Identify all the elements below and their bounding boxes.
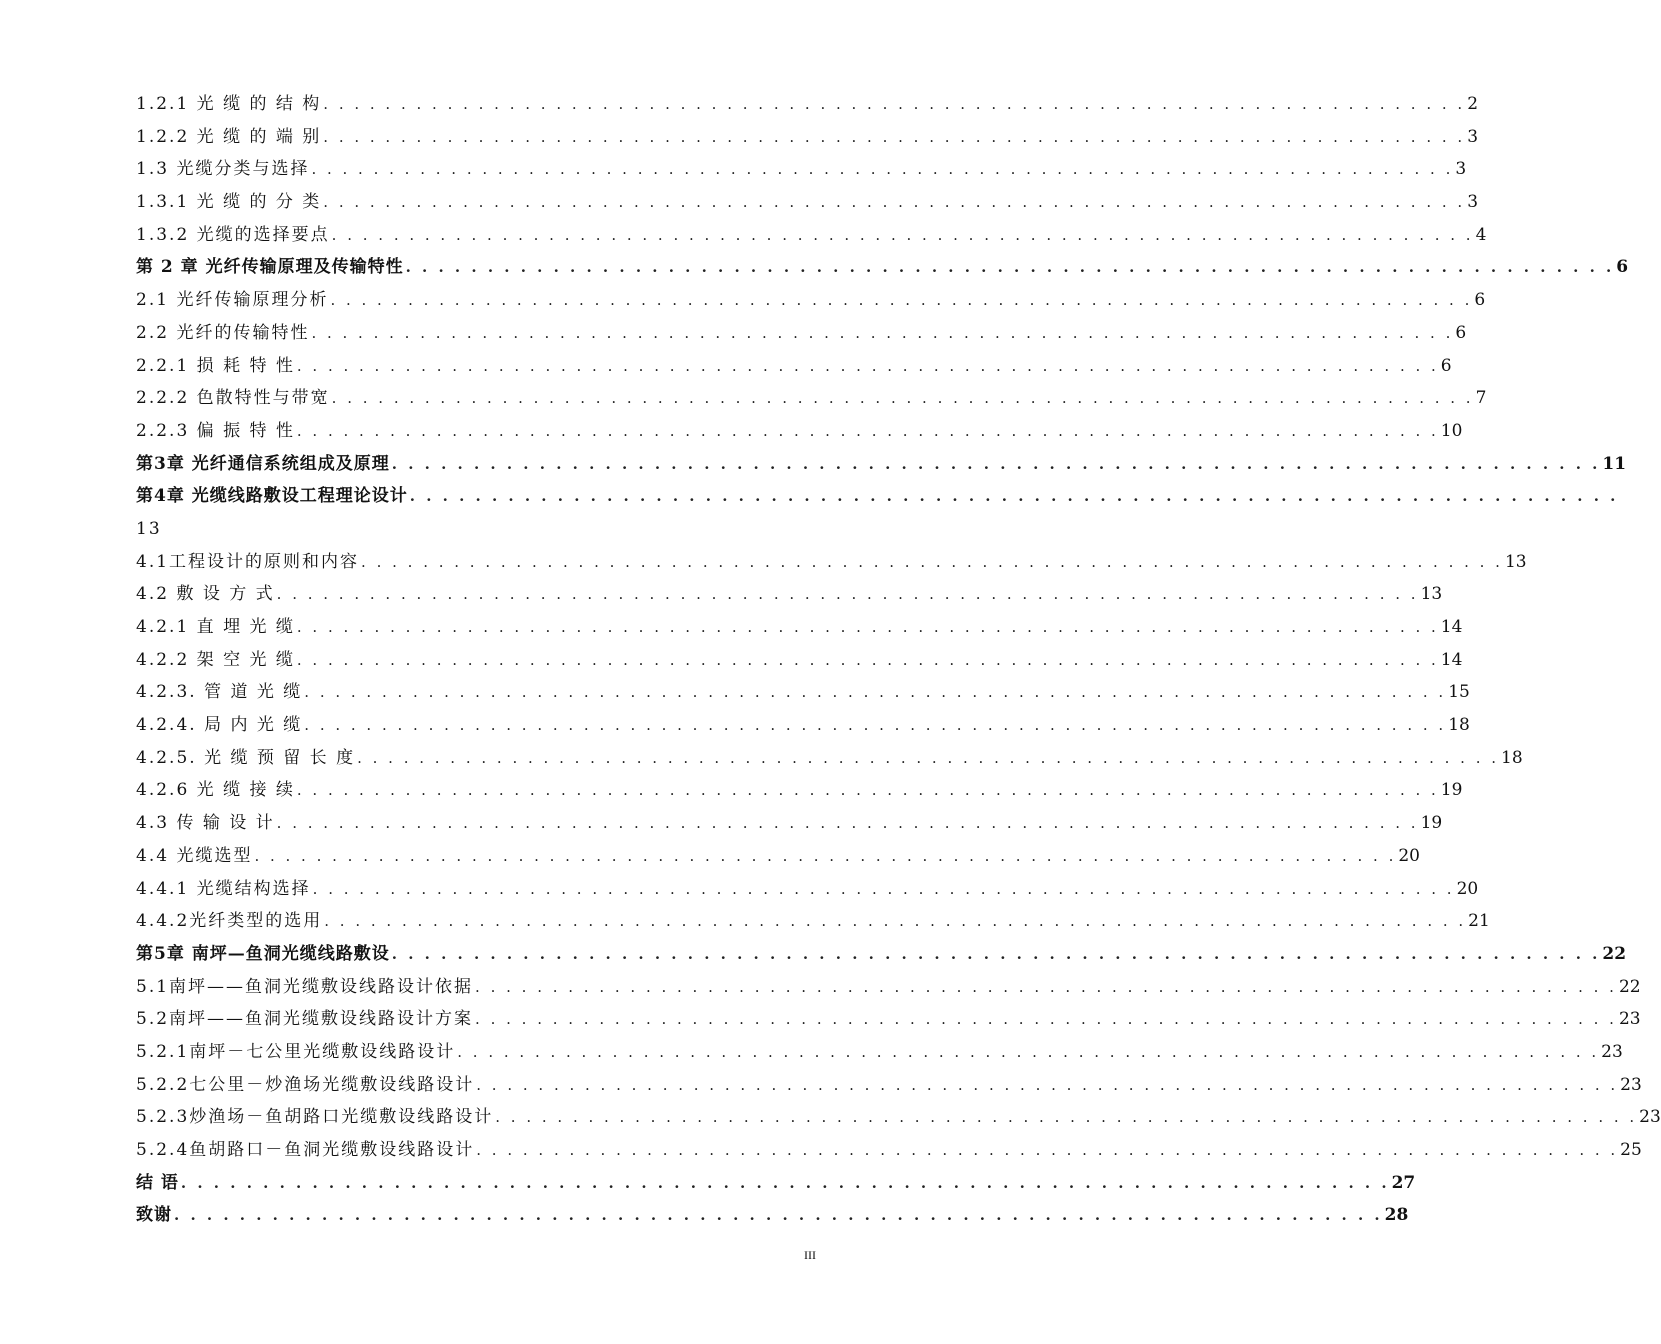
toc-entry-title: 5.2.1南坪－七公里光缆敷设线路设计	[136, 1041, 456, 1062]
toc-leader-dots: . . . . . . . . . . . . . . . . . . . . . . . . . . . . . . . . . . . . . . . . . . . . . . . . . . . . . . . . . . . . . . . . . . . . . . . . . .	[304, 683, 1447, 702]
toc-entry	[136, 350, 1452, 383]
toc-entry	[136, 1134, 1642, 1167]
toc-entry-page: 4	[1475, 224, 1487, 245]
toc-entry-page: 3	[1467, 126, 1479, 147]
toc-entry-title: 第 2 章 光纤传输原理及传输特性	[136, 257, 404, 278]
toc-entry-title: 5.2南坪——鱼洞光缆敷设线路设计方案	[136, 1009, 474, 1030]
toc-leader-dots: . . . . . . . . . . . . . . . . . . . . . . . . . . . . . . . . . . . . . . . . . . . . . . . . . . . . . . . . . . . . . . . . . . . . . . . . . .	[323, 95, 1466, 113]
toc-entry-title: 5.2.3炒渔场－鱼胡路口光缆敷设线路设计	[136, 1107, 494, 1128]
toc-entry-page: 11	[1602, 453, 1627, 474]
toc-leader-dots: . . . . . . . . . . . . . . . . . . . . . . . . . . . . . . . . . . . . . . . . . . . . . . . . . . . . . . . . . . . . . . . . . . . . . . . . . .	[475, 1010, 1617, 1029]
toc-entry-page: 19	[1440, 780, 1463, 801]
toc-entry-page: 22	[1618, 976, 1641, 997]
toc-leader-dots: . . . . . . . . . . . . . . . . . . . . . . . . . . . . . . . . . . . . . . . . . . . . . . . . . . . . . . . . . . . . . . . . . . . . . . . . . .	[331, 225, 1474, 244]
toc-leader-dots: . . . . . . . . . . . . . . . . . . . . . . . . . . . . . . . . . . . . . . . . . . . . . . . . . . . . . . . . . . . . . . . . . . . . . . . . . .	[311, 160, 1454, 179]
toc-entry-page: 14	[1440, 649, 1463, 670]
toc-entry-page: 23	[1639, 1107, 1661, 1128]
toc-entry	[136, 317, 1467, 350]
toc-leader-dots: . . . . . . . . . . . . . . . . . . . . . . . . . . . . . . . . . . . . . . . . . . . . . . . . . . . . . . . . . . . . . . . . . . . . . . . . . .	[476, 1141, 1619, 1159]
toc-leader-dots: . . . . . . . . . . . . . . . . . . . . . . . . . . . . . . . . . . . . . . . . . . . . . . . . . . . . . . . . . . . . . . . . . . . . . . . . . .	[495, 1108, 1638, 1127]
toc-entry-page: 23	[1620, 1074, 1642, 1095]
toc-entry	[136, 1069, 1642, 1102]
toc-entry-page: 22	[1602, 943, 1627, 964]
toc-entry-page: 18	[1448, 715, 1470, 736]
toc-entry-title: 2.2.1 损 耗 特 性	[136, 355, 295, 376]
toc-entry-page: 27	[1391, 1172, 1416, 1193]
toc-leader-dots: . . . . . . . . . . . . . . . . . . . . . . . . . . . . . . . . . . . . . . . . . . . . . . . . . . . . . . . . . . . . . . . . . . . . . . . . . .	[357, 748, 1499, 767]
toc-entry-title: 2.1 光纤传输原理分析	[136, 290, 329, 311]
toc-entry-title: 4.1工程设计的原则和内容	[136, 551, 360, 572]
toc-entry-title: 4.2.3. 管 道 光 缆	[136, 682, 303, 703]
toc-entry-title: 5.1南坪——鱼洞光缆敷设线路设计依据	[136, 976, 474, 997]
toc-entry	[136, 448, 1627, 481]
toc-entry-page: 23	[1601, 1041, 1623, 1062]
toc-entry-title: 2.2.3 偏 振 特 性	[136, 420, 295, 441]
toc-entry	[136, 1003, 1641, 1036]
toc-leader-dots: . . . . . . . . . . . . . . . . . . . . . . . . . . . . . . . . . . . . . . . . . . . . . . . . . . . . . . . . . . . . . . . . . . . . . . . . . .	[323, 193, 1466, 212]
toc-leader-dots: . . . . . . . . . . . . . . . . . . . . . . . . . . . . . . . . . . . . . . . . . . . . . . . . . . . . . . . . . . . . . . . . . . . . . . . . . .	[180, 1173, 1390, 1192]
toc-entry-page: 6	[1474, 290, 1486, 311]
toc-entry-page: 28	[1384, 1205, 1409, 1226]
toc-entry	[136, 971, 1641, 1004]
toc-entry-page: 3	[1455, 159, 1467, 180]
toc-entry	[136, 186, 1479, 219]
toc-entry-page: 18	[1501, 747, 1523, 768]
toc-leader-dots: . . . . . . . . . . . . . . . . . . . . . . . . . . . . . . . . . . . . . . . . . . . . . . . . . . . . . . . . . . . . . . . . . . . . . . . . . .	[304, 716, 1447, 735]
toc-entry	[136, 1101, 1661, 1134]
toc-entry-page: 13	[1504, 551, 1527, 572]
toc-entry	[136, 284, 1486, 317]
toc-entry-page: 15	[1448, 682, 1470, 703]
toc-entry-title: 第4章 光缆线路敷设工程理论设计	[136, 486, 408, 507]
toc-entry-title: 4.4.2光纤类型的选用	[136, 911, 323, 932]
toc-entry-title: 1.3 光缆分类与选择	[136, 159, 310, 180]
toc-entry	[136, 873, 1479, 906]
toc-leader-dots: . . . . . . . . . . . . . . . . . . . . . . . . . . . . . . . . . . . . . . . . . . . . . . . . . . . . . . . . . . . . . . . . . . . . . . . . . .	[330, 291, 1473, 310]
toc-entry-page: 23	[1618, 1009, 1641, 1030]
toc-entry-title: 4.2 敷 设 方 式	[136, 584, 275, 605]
toc-entry	[136, 938, 1627, 971]
toc-entry-page: 21	[1468, 911, 1490, 932]
toc-entry-page: 7	[1475, 388, 1487, 409]
toc-entry	[136, 709, 1470, 742]
toc-entry-title: 4.4.1 光缆结构选择	[136, 878, 311, 899]
toc-entry	[136, 480, 1619, 513]
toc-entry-title: 1.2.1 光 缆 的 结 构	[136, 94, 322, 114]
toc-entry	[136, 153, 1467, 186]
toc-leader-dots: . . . . . . . . . . . . . . . . . . . . . . . . . . . . . . . . . . . . . . . . . . . . . . . . . . . . . . . . . . . . . . . . . . . . . . . . . .	[296, 421, 1439, 440]
toc-entry	[136, 807, 1443, 840]
toc-leader-dots: . . . . . . . . . . . . . . . . . . . . . . . . . . . . . . . . . . . . . . . . . . . . . . . . . . . . . . . . . . . . . . . . . . . . . . . . . .	[296, 356, 1439, 375]
toc-leader-dots: . . . . . . . . . . . . . . . . . . . . . . . . . . . . . . . . . . . . . . . . . . . . . . . . . . . . . . . . . . . . . . . . . . . . . . . . . .	[254, 846, 1397, 865]
toc-entry	[136, 219, 1487, 252]
toc-entry-page: 10	[1440, 420, 1463, 441]
toc-entry-title: 4.3 传 输 设 计	[136, 813, 275, 834]
toc-entry-title: 第5章 南坪—鱼洞光缆线路敷设	[136, 943, 390, 964]
toc-entry-title: 4.2.2 架 空 光 缆	[136, 649, 295, 670]
toc-leader-dots: . . . . . . . . . . . . . . . . . . . . . . . . . . . . . . . . . . . . . . . . . . . . . . . . . . . . . . . . . . . . . . . . . . . . . . . . . .	[475, 977, 1617, 996]
toc-entry-page: 20	[1456, 878, 1479, 899]
toc-entry-page: 13	[1420, 584, 1443, 605]
toc-entry	[136, 676, 1470, 709]
toc-entry	[136, 611, 1463, 644]
toc-entry-page: 25	[1620, 1140, 1642, 1160]
toc-entry-title: 4.2.5. 光 缆 预 留 长 度	[136, 747, 356, 768]
toc-entry-title: 4.2.6 光 缆 接 续	[136, 780, 295, 801]
toc-entry	[136, 742, 1523, 775]
toc-entry-page: 6	[1440, 355, 1452, 376]
toc-entry-title: 1.3.2 光缆的选择要点	[136, 224, 330, 245]
toc-leader-dots: . . . . . . . . . . . . . . . . . . . . . . . . . . . . . . . . . . . . . . . . . . . . . . . . . . . . . . . . . . . . . . . . . . . . . . . . . .	[296, 650, 1439, 669]
toc-entry-page: 2	[1467, 94, 1479, 114]
toc-entry-title: 致谢	[136, 1205, 172, 1226]
toc-entry-page: 19	[1420, 813, 1443, 834]
toc-entry-title: 5.2.2七公里－炒渔场光缆敷设线路设计	[136, 1074, 475, 1095]
toc-leader-dots: . . . . . . . . . . . . . . . . . . . . . . . . . . . . . . . . . . . . . . . . . . . . . . . . . . . . . . . . . . . . . . . . . . . . . . . . . .	[324, 912, 1467, 931]
toc-entry	[136, 840, 1420, 873]
page-number: III	[804, 1248, 816, 1262]
toc-leader-dots: . . . . . . . . . . . . . . . . . . . . . . . . . . . . . . . . . . . . . . . . . . . . . . . . . . . . . . . . . . . . . . . . . . . . . . . . . .	[311, 323, 1454, 342]
toc-entry	[136, 905, 1490, 938]
toc-leader-dots: . . . . . . . . . . . . . . . . . . . . . . . . . . . . . . . . . . . . . . . . . . . . . . . . . . . . . . . . . . . . . . . . . . . . . . . . . .	[276, 814, 1419, 833]
toc-leader-dots: . . . . . . . . . . . . . . . . . . . . . . . . . . . . . . . . . . . . . . . . . . . . . . . . . . . . . . . . . . . . . . . . . . . . . . . . . .	[296, 781, 1439, 800]
toc-entry-title: 2.2.2 色散特性与带宽	[136, 388, 330, 409]
toc-entry	[136, 774, 1463, 807]
toc-entry-title: 1.2.2 光 缆 的 端 别	[136, 126, 322, 147]
toc-entry	[136, 513, 815, 546]
toc-entry-title: 结 语	[136, 1172, 179, 1193]
toc-leader-dots: . . . . . . . . . . . . . . . . . . . . . . . . . . . . . . . . . . . . . . . . . . . . . . . . . . . . . . . . . . . . . . . . . . . . . . . . . .	[391, 944, 1601, 963]
toc-leader-dots: . . . . . . . . . . . . . . . . . . . . . . . . . . . . . . . . . . . . . . . . . . . . . . . . . . . . . . . . . . . . . . . . . . . . . . . . . .	[361, 552, 1503, 571]
toc-entry-title: 4.2.1 直 埋 光 缆	[136, 617, 295, 637]
toc-entry	[136, 121, 1479, 154]
toc-leader-dots: . . . . . . . . . . . . . . . . . . . . . . . . . . . . . . . . . . . . . . . . . . . . . . . . . . . . . . . . . . . . . . . . . . . . . . . . . .	[331, 389, 1474, 408]
toc-entry	[136, 578, 1443, 611]
toc-leader-dots: . . . . . . . . . . . . . . . . . . . . . . . . . . . . . . . . . . . . . . . . . . . . . . . . . . . . . . . . . . . . . . . . . . . . . . . . . .	[391, 454, 1601, 473]
toc-entry	[136, 1199, 1409, 1232]
toc-entry-title: 4.2.4. 局 内 光 缆	[136, 715, 303, 736]
toc-entry-page: 14	[1440, 617, 1463, 637]
toc-leader-dots: . . . . . . . . . . . . . . . . . . . . . . . . . . . . . . . . . . . . . . . . . . . . . . . . . . . . . . . . . . . . . . . . . . . . . . . . . .	[296, 618, 1439, 636]
toc-entry	[136, 382, 1487, 415]
toc-leader-dots: . . . . . . . . . . . . . . . . . . . . . . . . . . . . . . . . . . . . . . . . . . . . . . . . . . . . . . . . . . . . . . . . . . . . . . . . . .	[174, 1206, 1383, 1225]
toc-entry	[136, 644, 1463, 677]
toc-entry-title: 5.2.4鱼胡路口－鱼洞光缆敷设线路设计	[136, 1140, 475, 1160]
toc-entry-title: 第3章 光纤通信系统组成及原理	[136, 453, 390, 474]
toc-entry-title: 2.2 光纤的传输特性	[136, 322, 310, 343]
toc-entry-title: 4.4 光缆选型	[136, 845, 253, 866]
toc-leader-dots: . . . . . . . . . . . . . . . . . . . . . . . . . . . . . . . . . . . . . . . . . . . . . . . . . . . . . . . . . . . . . . . . . . . . . . . . . .	[323, 127, 1466, 146]
toc-entry-title: 13	[136, 518, 162, 539]
toc-entry	[136, 415, 1463, 448]
toc-entry	[136, 546, 1527, 579]
table-of-contents	[136, 88, 1661, 1232]
toc-entry-page: 6	[1616, 257, 1629, 278]
toc-leader-dots: . . . . . . . . . . . . . . . . . . . . . . . . . . . . . . . . . . . . . . . . . . . . . . . . . . . . . . . . . . . . . . . . . . . . . . . . . .	[312, 879, 1455, 898]
toc-leader-dots: . . . . . . . . . . . . . . . . . . . . . . . . . . . . . . . . . . . . . . . . . . . . . . . . . . . . . . . . . . . . . . . . . . . . . . . . . .	[405, 258, 1615, 277]
toc-entry	[136, 1036, 1623, 1069]
toc-entry	[136, 1167, 1416, 1200]
toc-entry-page: 20	[1398, 845, 1420, 866]
toc-leader-dots: . . . . . . . . . . . . . . . . . . . . . . . . . . . . . . . . . . . . . . . . . . . . . . . . . . . . . . . . . . . . . . . . . . . . . . . . . .	[276, 585, 1419, 604]
toc-leader-dots: . . . . . . . . . . . . . . . . . . . . . . . . . . . . . . . . . . . . . . . . . . . . . . . . . . . . . . . . . . . . . . . . . . . . . . . . . .	[476, 1075, 1619, 1094]
toc-entry-title: 1.3.1 光 缆 的 分 类	[136, 192, 322, 213]
toc-leader-dots: . . . . . . . . . . . . . . . . . . . . . . . . . . . . . . . . . . . . . . . . . . . . . . . . . . . . . . . . . . . . . . . . . . . . . . . . . .	[409, 487, 1619, 506]
toc-leader-dots: . . . . . . . . . . . . . . . . . . . . . . . . . . . . . . . . . . . . . . . . . . . . . . . . . . . . . . . . . . . . . . . . . . . . . . . . . .	[457, 1042, 1600, 1061]
toc-entry	[136, 251, 1629, 284]
toc-entry	[136, 88, 1479, 121]
toc-entry-page: 3	[1467, 192, 1479, 213]
toc-entry-page: 6	[1455, 322, 1467, 343]
